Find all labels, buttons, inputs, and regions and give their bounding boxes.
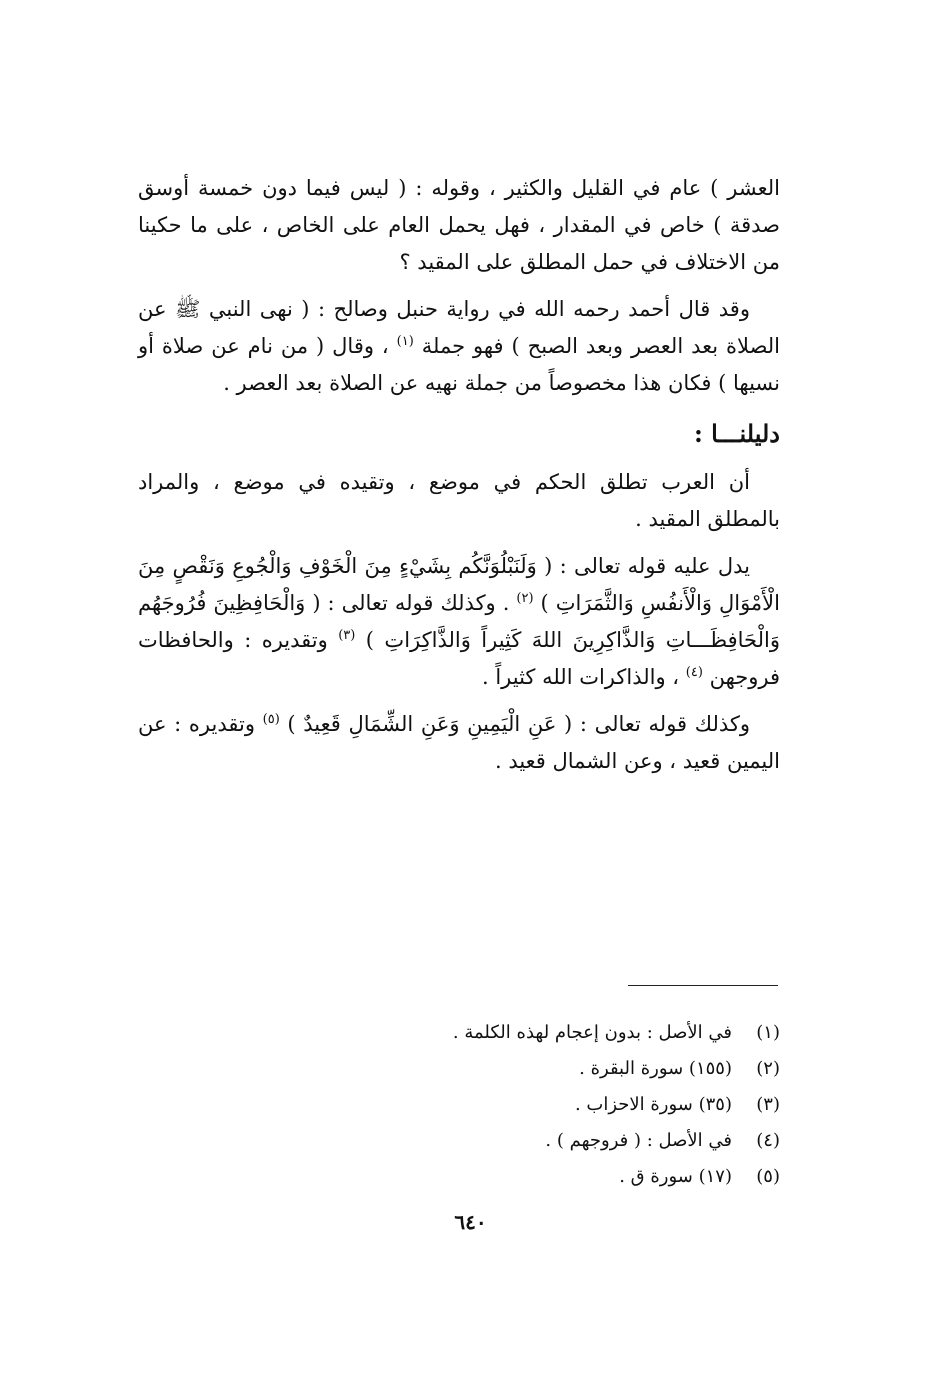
body-text bbox=[138, 170, 780, 790]
footnote-item bbox=[200, 1123, 780, 1159]
paragraph-text: وتقديره : عن اليمين قعيد ، وعن الشمال قعيد . bbox=[138, 712, 780, 773]
footnote-text: في الأصل : ( فروجهم ) . bbox=[545, 1130, 732, 1151]
footnote-ref-2[interactable]: (٢) bbox=[516, 591, 534, 606]
section-heading: دليلنـــا : bbox=[693, 419, 780, 448]
footnotes bbox=[200, 1015, 780, 1195]
paragraph-arab-usage: أن العرب تطلق الحكم في موضع ، وتقيده في موضع ، والمراد بالمطلق المقيد . bbox=[138, 470, 780, 531]
paragraph-text: وكذلك قوله تعالى : ( عَنِ الْيَمِينِ وَعَنِ الشِّمَالِ قَعِيدٌ ) bbox=[279, 712, 750, 736]
footnote-item bbox=[200, 1087, 780, 1123]
footnote-item bbox=[200, 1015, 780, 1051]
paragraph-text: ، والذاكرات الله كثيراً . bbox=[481, 665, 686, 689]
paragraph-text: وقد قال أحمد رحمه الله في رواية حنبل وصالح : ( نهى النبي ﷺ عن الصلاة بعد العصر وبعد الصبح ) فهو جملة bbox=[138, 297, 781, 358]
footnote-divider bbox=[628, 985, 778, 986]
footnote-ref-4[interactable]: (٤) bbox=[685, 665, 703, 680]
footnote-ref-1[interactable]: (١) bbox=[396, 334, 414, 349]
paragraph-quran-evidence bbox=[138, 548, 780, 696]
footnote-ref-3[interactable]: (٣) bbox=[338, 628, 356, 643]
paragraph-text: . وكذلك قوله تعالى : ( وَالْحَافِظِينَ فُرُوجَهُم وَالْحَافِظَـــاتِ وَالذَّاكِرِينَ اللهَ كَثِيراً وَالذَّاكِرَاتِ ) bbox=[138, 591, 780, 652]
footnote-number: (٤) bbox=[756, 1130, 780, 1151]
page-number: ٦٤٠ bbox=[454, 1210, 487, 1234]
paragraph-ahmad-narration bbox=[138, 291, 780, 402]
footnote-item bbox=[200, 1159, 780, 1195]
footnote-number: (٥) bbox=[756, 1166, 780, 1187]
footnote-text: (١٧) سورة ق . bbox=[619, 1166, 732, 1187]
footnote-item bbox=[200, 1051, 780, 1087]
paragraph-qaid-verse bbox=[138, 706, 780, 780]
paragraph-text: وتقديره : والحافظات فروجهن bbox=[138, 628, 780, 689]
footnote-text: (٣٥) سورة الاحزاب . bbox=[574, 1094, 732, 1115]
footnote-text: في الأصل : بدون إعجام لهذه الكلمة . bbox=[452, 1022, 732, 1043]
paragraph-hadith-awsuq: العشر ) عام في القليل والكثير ، وقوله : ( ليس فيما دون خمسة أوسق صدقة ) خاص في المقدار ، فهل يحمل العام على الخاص ، على ما حكينا من الاختلاف في حمل المطلق على المقيد ؟ bbox=[138, 176, 780, 274]
footnote-ref-5[interactable]: (٥) bbox=[262, 712, 280, 727]
footnote-number: (٣) bbox=[756, 1094, 780, 1115]
footnote-number: (٢) bbox=[756, 1058, 780, 1079]
footnote-text: (١٥٥) سورة البقرة . bbox=[579, 1058, 732, 1079]
paragraph-text: يدل عليه قوله تعالى : ( وَلَنَبْلُوَنَّكُم بِشَيْءٍ مِنَ الْخَوْفِ وَالْجُوعِ وَنَقْصٍ مِنَ الْأَمْوَالِ وَالْأَنفُسِ وَالثَّمَرَاتِ ) bbox=[138, 554, 780, 615]
paragraph-text: ، وقال ( من نام عن صلاة أو نسيها ) فكان هذا مخصوصاً من جملة نهيه عن الصلاة بعد العصر . bbox=[138, 334, 780, 395]
footnote-number: (١) bbox=[756, 1022, 780, 1043]
